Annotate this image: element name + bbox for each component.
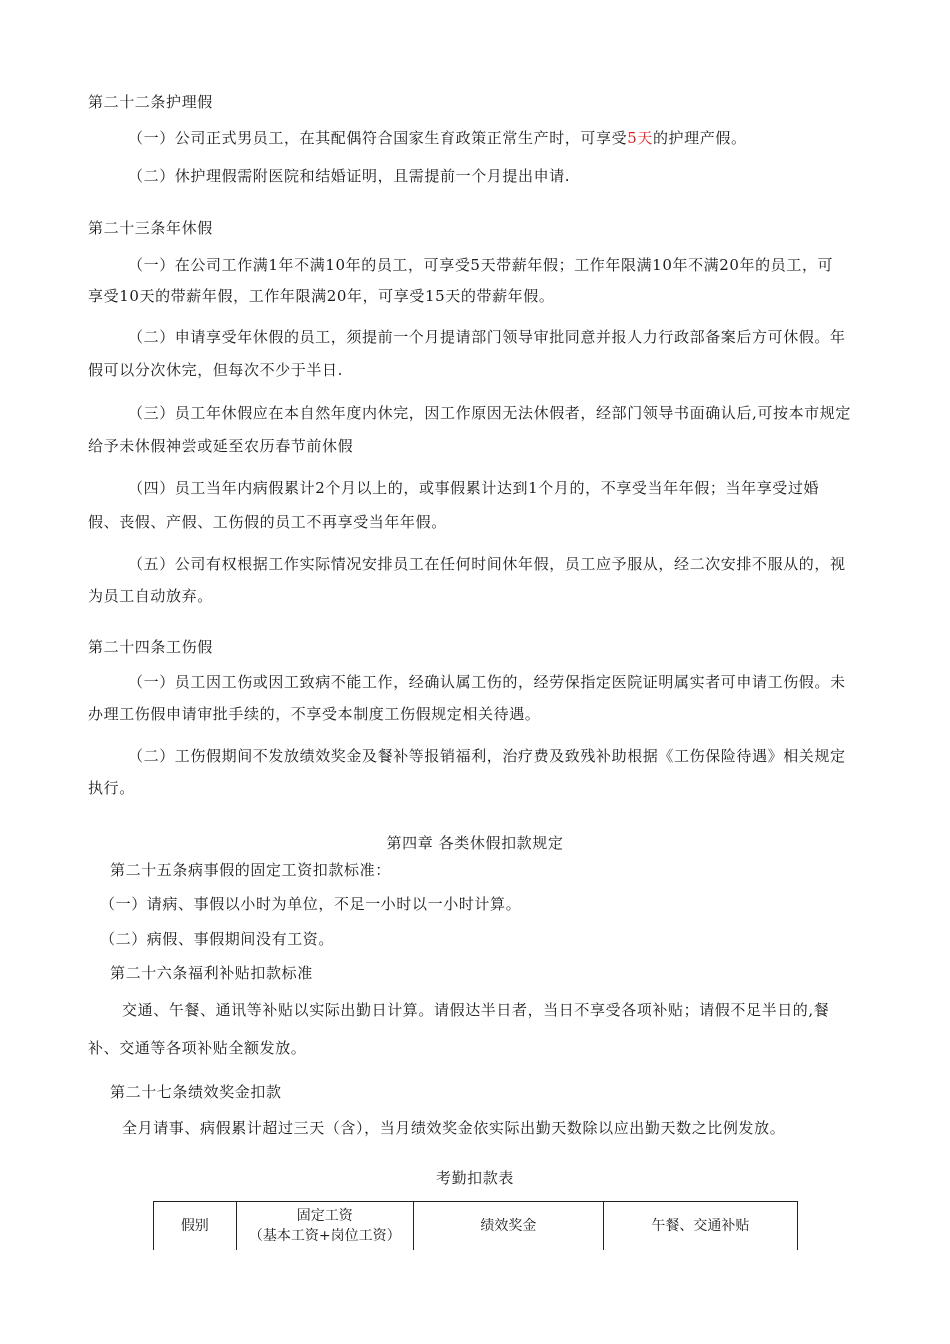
- header-fixed-salary-line2: （基本工资+岗位工资）: [248, 1228, 401, 1244]
- article-22-paragraph-1: [128, 128, 747, 148]
- article-26-p1-line2: 补、交通等各项补贴全额发放。: [88, 1039, 307, 1057]
- article-25-paragraph-1: （一）请病、事假以小时为单位，不足一小时以一小时计算。: [100, 895, 522, 913]
- header-fixed-salary: [236, 1202, 413, 1251]
- header-fixed-salary-line1: 固定工资: [296, 1208, 353, 1224]
- article-23-p3-line2: 给予未休假神尝或延至农历春节前休假: [88, 437, 354, 455]
- header-leave-type: 假别: [154, 1202, 237, 1251]
- article-27-title: 第二十七条绩效奖金扣款: [110, 1083, 282, 1101]
- article-24-title: 第二十四条工伤假: [88, 638, 213, 656]
- attendance-deduction-table: [153, 1201, 798, 1250]
- article-23-p1-line2: 享受10天的带薪年假，工作年限满20年，可享受15天的带薪年假。: [88, 287, 555, 305]
- article-26-p1-line1: 交通、午餐、通讯等补贴以实际出勤日计算。请假达半日者，当日不享受各项补贴；请假不足半日的,餐: [122, 1001, 830, 1019]
- table-title: 考勤扣款表: [435, 1169, 514, 1187]
- article-22-title: 第二十二条护理假: [88, 93, 213, 111]
- article-23-p1-line1: （一）在公司工作满1年不满10年的员工，可享受5天带薪年假；工作年限满10年不满20年的员工，可: [128, 256, 834, 274]
- article-23-p4-line1: （四）员工当年内病假累计2个月以上的，或事假累计达到1个月的，不享受当年年假；当年享受过婚: [128, 479, 820, 497]
- article-24-p1-line2: 办理工伤假申请审批手续的，不享受本制度工伤假规定相关待遇。: [88, 705, 541, 723]
- highlighted-days: 5天: [627, 129, 653, 147]
- article-22-paragraph-2: （二）休护理假需附医院和结婚证明，且需提前一个月提出申请.: [128, 167, 571, 185]
- article-24-p2-line1: （二）工伤假期间不发放绩效奖金及餐补等报销福利，治疗费及致残补助根据《工伤保险待遇》相关规定: [128, 747, 846, 765]
- chapter-4-heading: 第四章 各类休假扣款规定: [386, 834, 564, 852]
- article-23-title: 第二十三条年休假: [88, 219, 213, 237]
- article-27-paragraph-1: 全月请事、病假累计超过三天（含），当月绩效奖金依实际出勤天数除以应出勤天数之比例发放。: [122, 1119, 786, 1137]
- article-24-p1-line1: （一）员工因工伤或因工致病不能工作，经确认属工伤的，经劳保指定医院证明属实者可申请工伤假。未: [128, 673, 846, 691]
- article-24-p2-line2: 执行。: [88, 779, 135, 797]
- article-23-p3-line1: （三）员工年休假应在本自然年度内休完，因工作原因无法休假者，经部门领导书面确认后,可按本市规定: [128, 404, 851, 422]
- header-meal-transport-allowance: 午餐、交通补贴: [603, 1202, 797, 1251]
- article-23-p4-line2: 假、丧假、产假、工伤假的员工不再享受当年年假。: [88, 513, 447, 531]
- article-26-title: 第二十六条福利补贴扣款标准: [110, 964, 313, 982]
- article-23-p2-line1: （二）申请享受年休假的员工，须提前一个月提请部门领导审批同意并报人力行政部备案后方可休假。年: [128, 328, 846, 346]
- article-23-p5-line2: 为员工自动放弃。: [88, 587, 213, 605]
- table-header-row: [154, 1202, 798, 1251]
- text-span: （一）公司正式男员工，在其配偶符合国家生育政策正常生产时，可享受: [128, 129, 628, 147]
- article-25-title: 第二十五条病事假的固定工资扣款标准：: [110, 861, 391, 879]
- article-25-paragraph-2: （二）病假、事假期间没有工资。: [100, 930, 335, 948]
- article-23-p2-line2: 假可以分次休完，但每次不少于半日.: [88, 361, 343, 379]
- header-performance-bonus: 绩效奖金: [413, 1202, 603, 1251]
- article-23-p5-line1: （五）公司有权根据工作实际情况安排员工在任何时间休年假，员工应予服从，经二次安排不服从的，视: [128, 555, 846, 573]
- text-span: 的护理产假。: [652, 129, 747, 147]
